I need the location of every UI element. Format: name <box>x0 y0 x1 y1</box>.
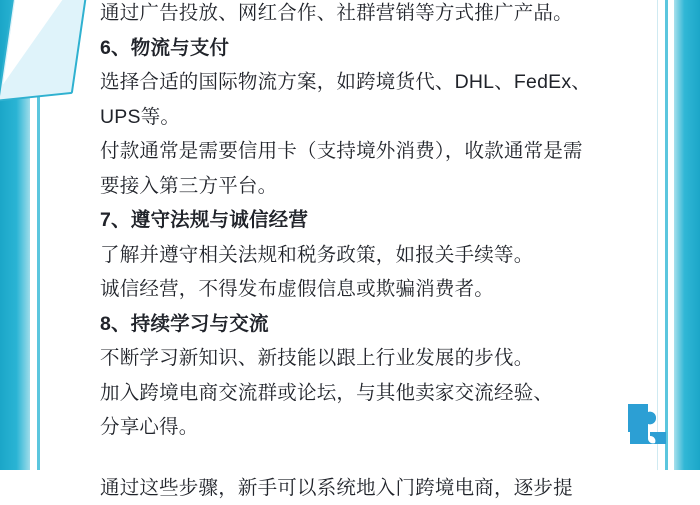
text-line: 分享心得。 <box>100 410 600 445</box>
text-line: 付款通常是需要信用卡（支持境外消费），收款通常是需 <box>100 134 600 169</box>
section-heading: 7、遵守法规与诚信经营 <box>100 203 600 238</box>
text-line: 不断学习新知识、新技能以跟上行业发展的步伐。 <box>100 341 600 376</box>
text-line: 加入跨境电商交流群或论坛，与其他卖家交流经验、 <box>100 376 600 411</box>
text-line: 要接入第三方平台。 <box>100 169 600 204</box>
text-line: 了解并遵守相关法规和税务政策，如报关手续等。 <box>100 238 600 273</box>
text-line: 选择合适的国际物流方案，如跨境货代、DHL、FedEx、 <box>100 65 600 100</box>
right-border-band <box>674 0 700 470</box>
puzzle-piece-icon <box>628 398 666 444</box>
text-line: 通过这些步骤，新手可以系统地入门跨境电商，逐步提 <box>100 471 600 505</box>
text-line: 通过广告投放、网红合作、社群营销等方式推广产品。 <box>100 0 600 31</box>
text-line: UPS等。 <box>100 100 600 135</box>
document-body <box>100 0 600 505</box>
section-heading: 8、持续学习与交流 <box>100 307 600 342</box>
text-line: 诚信经营，不得发布虚假信息或欺骗消费者。 <box>100 272 600 307</box>
section-heading: 6、物流与支付 <box>100 31 600 66</box>
